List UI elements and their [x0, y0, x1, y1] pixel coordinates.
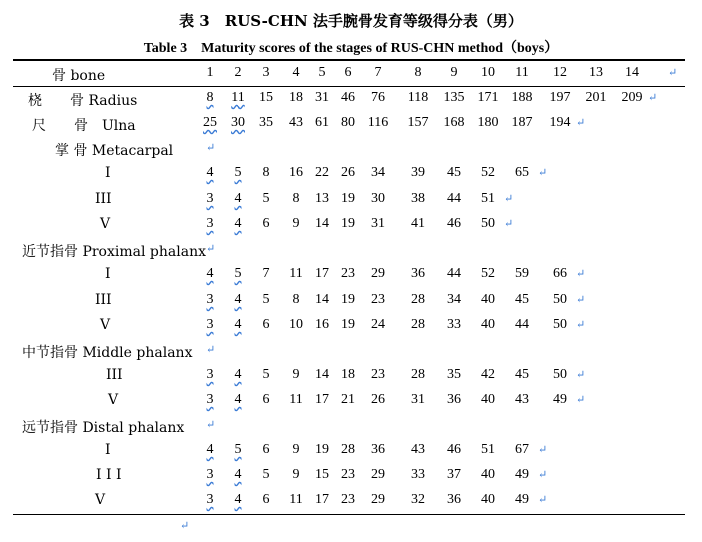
table-cell: 45 [515, 367, 529, 382]
table-cell: 3 [206, 317, 214, 332]
row-label: 掌 骨 Metacarpal [55, 143, 174, 159]
row-label: 近节指骨 Proximal phalanx [22, 244, 206, 260]
table-cell: 5 [262, 292, 270, 307]
table-cell: 19 [315, 442, 329, 457]
table-cell: 17 [315, 492, 329, 507]
table-cell: 34 [371, 165, 385, 180]
table-cell: 1 [206, 65, 214, 80]
row-label: 远节指骨 Distal phalanx [22, 420, 185, 436]
paragraph-mark: ↵ [668, 67, 678, 79]
table-cell: 6 [344, 65, 352, 80]
table-cell: 33 [411, 467, 425, 482]
paragraph-mark: ↵ [504, 193, 514, 205]
table-row [0, 140, 702, 164]
table-cell: 31 [315, 90, 329, 105]
table-cell: 17 [315, 266, 329, 281]
table-cell: 36 [371, 442, 385, 457]
table-cell: 6 [262, 216, 270, 231]
table-cell: 201 [585, 90, 607, 105]
table-cell: 9 [292, 216, 300, 231]
table-cell: 10 [481, 65, 495, 80]
table-cell: 171 [477, 90, 499, 105]
table-cell: 5 [262, 367, 270, 382]
table-cell: 59 [515, 266, 529, 281]
table-cell: 8 [292, 292, 300, 307]
paragraph-mark: ↵ [576, 394, 586, 406]
row-label: I [105, 442, 111, 458]
table-cell: 3 [206, 467, 214, 482]
paragraph-mark: ↵ [648, 92, 658, 104]
table-cell: 30 [231, 115, 245, 130]
table-cell: 9 [292, 367, 300, 382]
paragraph-mark: ↵ [206, 243, 216, 255]
table-cell: 50 [553, 292, 567, 307]
table-row [0, 367, 702, 391]
table-cell: 40 [481, 292, 495, 307]
table-cell: 6 [262, 492, 270, 507]
table-cell: 23 [341, 266, 355, 281]
table-cell: 3 [206, 367, 214, 382]
table-cell: 14 [315, 216, 329, 231]
table-cell: 116 [367, 115, 389, 130]
table-cell: 5 [234, 442, 242, 457]
table-cell: 38 [411, 191, 425, 206]
table-cell: 10 [289, 317, 303, 332]
table-cell: 8 [206, 90, 214, 105]
table-cell: 43 [411, 442, 425, 457]
table-cell: 14 [315, 292, 329, 307]
paragraph-mark: ↵ [576, 268, 586, 280]
table-cell: 3 [262, 65, 270, 80]
table-row [0, 90, 702, 114]
table-cell: 17 [315, 392, 329, 407]
table-cell: 19 [341, 292, 355, 307]
table-cell: 23 [341, 467, 355, 482]
row-label: I [105, 165, 111, 181]
table-row [0, 317, 702, 341]
table-cell: 8 [414, 65, 422, 80]
table-row [0, 241, 702, 265]
table-cell: 67 [515, 442, 529, 457]
table-cell: 21 [341, 392, 355, 407]
table-cell: 24 [371, 317, 385, 332]
paragraph-mark: ↵ [576, 319, 586, 331]
table-cell: 209 [621, 90, 643, 105]
table-top-rule [13, 59, 685, 61]
table-cell: 6 [262, 442, 270, 457]
table-cell: 31 [411, 392, 425, 407]
row-label: III [95, 191, 112, 207]
table-cell: 5 [234, 165, 242, 180]
table-cell: 46 [341, 90, 355, 105]
table-cell: 5 [234, 266, 242, 281]
table-cell: 46 [447, 216, 461, 231]
table-cell: 4 [234, 492, 242, 507]
table-cell: 26 [371, 392, 385, 407]
table-cell: 26 [341, 165, 355, 180]
table-row [0, 165, 702, 189]
table-cell: 4 [234, 367, 242, 382]
table-cell: 32 [411, 492, 425, 507]
paragraph-mark: ↵ [576, 369, 586, 381]
table-cell: 157 [407, 115, 429, 130]
table-row [0, 115, 702, 139]
table-cell: 9 [450, 65, 458, 80]
table-cell: 14 [625, 65, 639, 80]
table-cell: 5 [262, 191, 270, 206]
paragraph-mark: ↵ [206, 344, 216, 356]
table-cell: 19 [341, 216, 355, 231]
row-label: I I I [96, 467, 122, 483]
table-cell: 61 [315, 115, 329, 130]
table-cell: 44 [447, 191, 461, 206]
table-cell: 40 [481, 317, 495, 332]
table-cell: 7 [374, 65, 382, 80]
table-row [0, 492, 702, 516]
table-cell: 5 [318, 65, 326, 80]
table-row [0, 417, 702, 441]
trailing-row [0, 518, 702, 542]
table-cell: 16 [289, 165, 303, 180]
paragraph-mark: ↵ [206, 419, 216, 431]
table-cell: 180 [477, 115, 499, 130]
table-row [0, 216, 702, 240]
table-cell: 50 [553, 317, 567, 332]
table-cell: 37 [447, 467, 461, 482]
table-cell: 11 [515, 65, 529, 80]
table-cell: 6 [262, 317, 270, 332]
table-cell: 4 [234, 392, 242, 407]
table-cell: 3 [206, 292, 214, 307]
paragraph-mark: ↵ [538, 167, 548, 179]
table-cell: 49 [515, 467, 529, 482]
row-label: V [100, 216, 111, 232]
table-cell: 3 [206, 191, 214, 206]
table-cell: 35 [447, 367, 461, 382]
table-cell: 23 [371, 367, 385, 382]
table-row [0, 191, 702, 215]
table-cell: 15 [259, 90, 273, 105]
table-row [0, 266, 702, 290]
table-cell: 36 [411, 266, 425, 281]
table-cell: 29 [371, 467, 385, 482]
table-cell: 40 [481, 392, 495, 407]
row-label: V [95, 492, 106, 508]
table-cell: 4 [234, 292, 242, 307]
paragraph-mark: ↵ [538, 444, 548, 456]
table-cell: 44 [515, 317, 529, 332]
table-cell: 51 [481, 442, 495, 457]
paragraph-mark: ↵ [180, 520, 190, 532]
table-cell: 33 [447, 317, 461, 332]
table-cell: 36 [447, 392, 461, 407]
table-cell: 23 [371, 292, 385, 307]
table-cell: 4 [234, 317, 242, 332]
table-cell: 11 [231, 90, 245, 105]
table-cell: 49 [515, 492, 529, 507]
table-cell: 52 [481, 266, 495, 281]
table-caption-chinese: 表 3 RUS-CHN 法手腕骨发育等级得分表（男） [179, 12, 523, 30]
table-cell: 19 [341, 191, 355, 206]
table-cell: 65 [515, 165, 529, 180]
table-cell: 40 [481, 467, 495, 482]
row-label: 尺 骨 Ulna [32, 118, 136, 134]
table-cell: 2 [234, 65, 242, 80]
row-label: 桡 骨 Radius [28, 93, 138, 109]
table-cell: 16 [315, 317, 329, 332]
table-cell: 12 [553, 65, 567, 80]
table-cell: 28 [341, 442, 355, 457]
row-label: V [100, 317, 111, 333]
table-cell: 6 [262, 392, 270, 407]
table-cell: 80 [341, 115, 355, 130]
row-label: V [108, 392, 119, 408]
table-cell: 34 [447, 292, 461, 307]
table-cell: 197 [549, 90, 571, 105]
table-cell: 4 [206, 266, 214, 281]
table-cell: 25 [203, 115, 217, 130]
table-cell: 52 [481, 165, 495, 180]
table-cell: 76 [371, 90, 385, 105]
table-cell: 51 [481, 191, 495, 206]
paragraph-mark: ↵ [576, 117, 586, 129]
table-cell: 43 [515, 392, 529, 407]
table-cell: 3 [206, 216, 214, 231]
table-cell: 45 [515, 292, 529, 307]
table-cell: 19 [341, 317, 355, 332]
table-cell: 8 [292, 191, 300, 206]
paragraph-mark: ↵ [538, 494, 548, 506]
table-cell: 28 [411, 317, 425, 332]
table-cell: 3 [206, 392, 214, 407]
row-label: 中节指骨 Middle phalanx [22, 345, 193, 361]
table-cell: 23 [341, 492, 355, 507]
table-cell: 4 [206, 165, 214, 180]
table-cell: 43 [289, 115, 303, 130]
table-cell: 11 [289, 492, 303, 507]
table-cell: 29 [371, 266, 385, 281]
row-label: I [105, 266, 111, 282]
table-caption-english: Table 3 Maturity scores of the stages of RUS-CHN method（boys） [143, 41, 559, 56]
table-cell: 13 [315, 191, 329, 206]
table-cell: 15 [315, 467, 329, 482]
table-cell: 66 [553, 266, 567, 281]
table-cell: 11 [289, 266, 303, 281]
table-cell: 31 [371, 216, 385, 231]
table-cell: 40 [481, 492, 495, 507]
table-cell: 36 [447, 492, 461, 507]
table-row [0, 292, 702, 316]
table-cell: 18 [341, 367, 355, 382]
table-cell: 50 [481, 216, 495, 231]
table-cell: 18 [289, 90, 303, 105]
header-row [0, 65, 702, 89]
table-cell: 46 [447, 442, 461, 457]
table-cell: 9 [292, 442, 300, 457]
table-cell: 44 [447, 266, 461, 281]
paragraph-mark: ↵ [504, 218, 514, 230]
table-cell: 45 [447, 165, 461, 180]
table-cell: 8 [262, 165, 270, 180]
row-label: III [106, 367, 123, 383]
paragraph-mark: ↵ [538, 469, 548, 481]
table-cell: 118 [407, 90, 429, 105]
table-cell: 39 [411, 165, 425, 180]
table-row [0, 342, 702, 366]
table-cell: 188 [511, 90, 533, 105]
table-cell: 4 [292, 65, 300, 80]
table-cell: 7 [262, 266, 270, 281]
table-cell: 14 [315, 367, 329, 382]
table-cell: 4 [234, 216, 242, 231]
table-cell: 22 [315, 165, 329, 180]
table-cell: 4 [234, 467, 242, 482]
table-cell: 41 [411, 216, 425, 231]
table-cell: 194 [549, 115, 571, 130]
table-cell: 5 [262, 467, 270, 482]
table-cell: 9 [292, 467, 300, 482]
table-cell: 3 [206, 492, 214, 507]
table-cell: 28 [411, 367, 425, 382]
table-cell: 30 [371, 191, 385, 206]
table-cell: 49 [553, 392, 567, 407]
table-row [0, 392, 702, 416]
table-cell: 4 [234, 191, 242, 206]
table-cell: 135 [443, 90, 465, 105]
row-label: III [95, 292, 112, 308]
table-row [0, 467, 702, 491]
table-cell: 11 [289, 392, 303, 407]
paragraph-mark: ↵ [576, 294, 586, 306]
table-cell: 28 [411, 292, 425, 307]
header-label: 骨 bone [52, 68, 106, 84]
table-cell: 13 [589, 65, 603, 80]
table-cell: 168 [443, 115, 465, 130]
table-cell: 29 [371, 492, 385, 507]
table-row [0, 442, 702, 466]
table-cell: 42 [481, 367, 495, 382]
table-cell: 50 [553, 367, 567, 382]
table-cell: 35 [259, 115, 273, 130]
paragraph-mark: ↵ [206, 142, 216, 154]
table-cell: 4 [206, 442, 214, 457]
table-cell: 187 [511, 115, 533, 130]
